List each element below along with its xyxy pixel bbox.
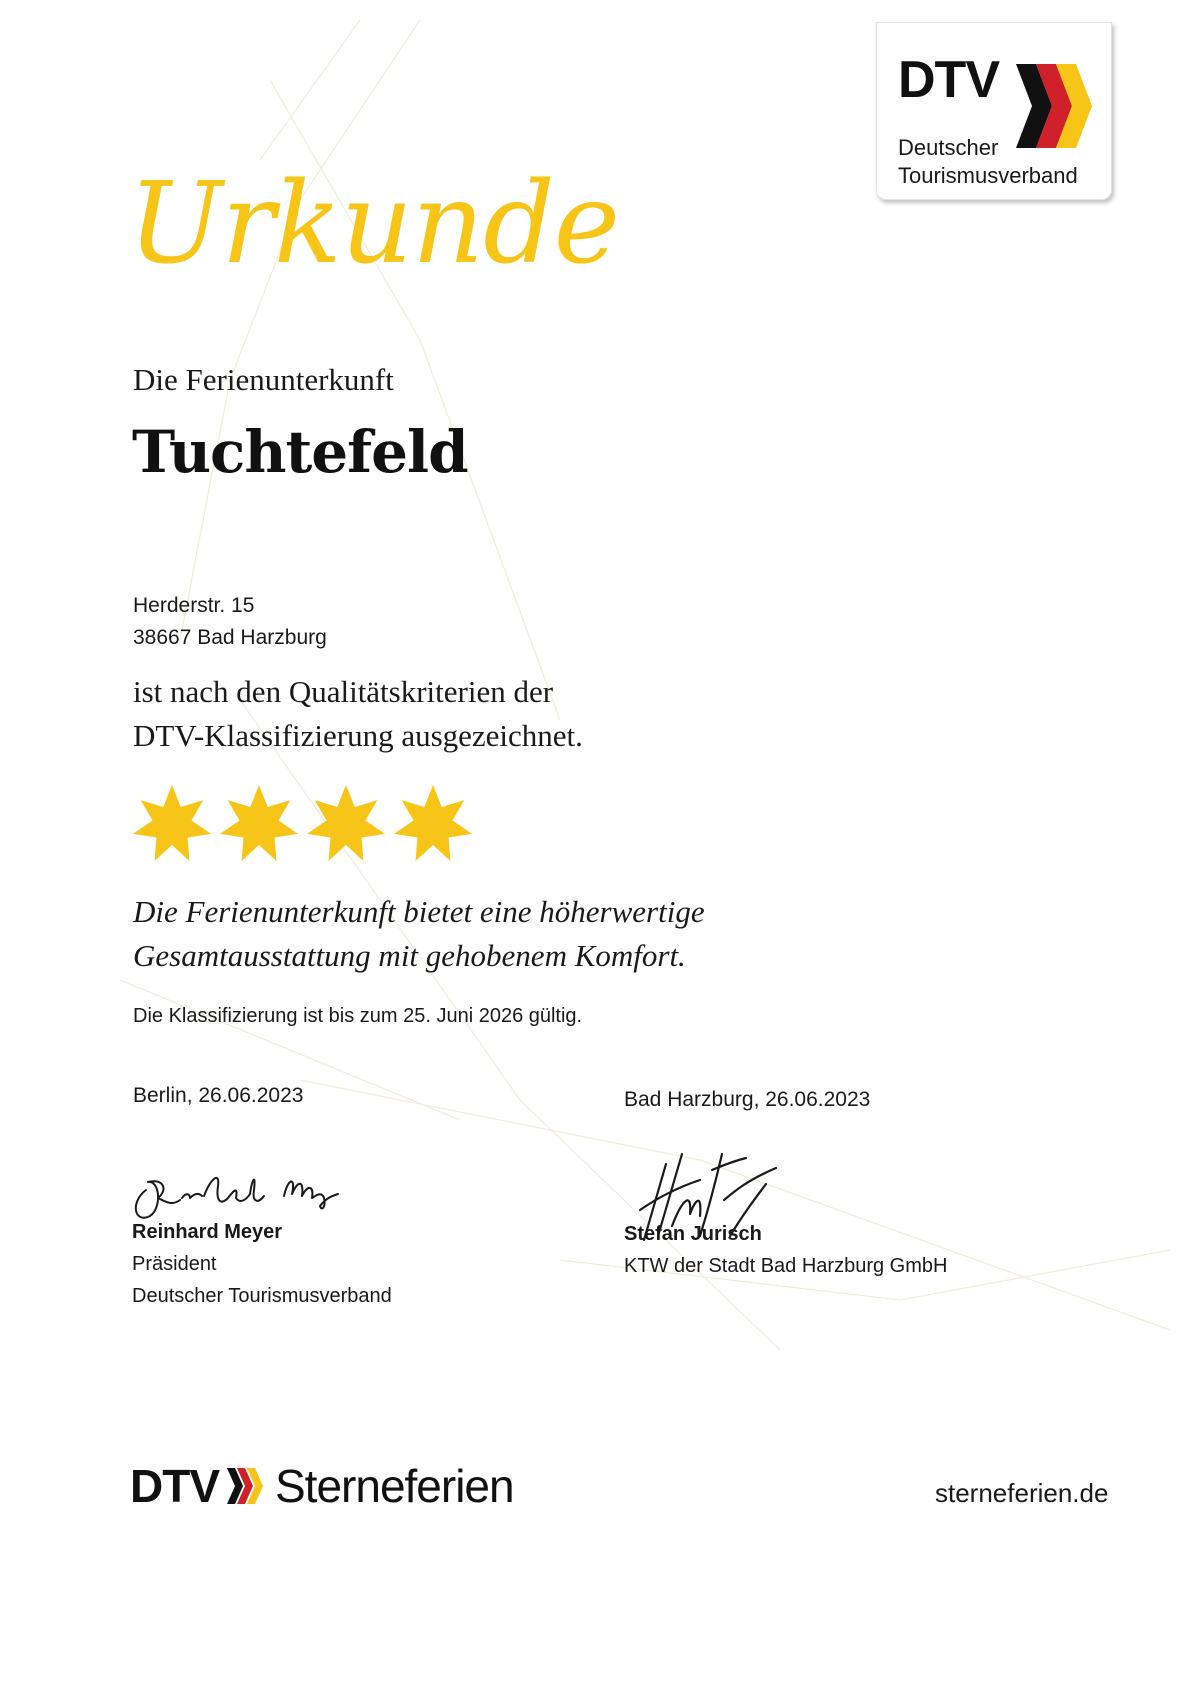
dtv-logo: [876, 22, 1112, 200]
classification-statement: [133, 670, 583, 758]
logo-subtitle-line1: Deutscher: [898, 135, 999, 160]
signer-right: [624, 1218, 947, 1282]
logo-subtitle: [898, 134, 1078, 190]
star-2: [220, 785, 298, 861]
footer-brand-name: Sterneferien: [275, 1460, 514, 1512]
star-rating-graphic: [130, 782, 490, 868]
footer-brand-logo: [130, 1456, 514, 1516]
statement-line1: ist nach den Qualitätskriterien der: [133, 674, 554, 709]
footer-brand-dtv: DTV: [130, 1460, 219, 1512]
signer-left-organization: Deutscher Tourismusverband: [132, 1285, 392, 1307]
signer-left-name: Reinhard Meyer: [132, 1221, 283, 1243]
star-4: [394, 785, 472, 861]
signer-right-name: Stefan Jurisch: [624, 1223, 762, 1245]
address-city: 38667 Bad Harzburg: [133, 626, 327, 649]
place-date-left: Berlin, 26.06.2023: [133, 1084, 304, 1107]
property-name: Tuchtefeld: [132, 418, 468, 486]
footer-chevrons-icon: [225, 1466, 269, 1506]
signer-left: [132, 1216, 392, 1312]
star-rating: [130, 782, 490, 868]
footer-url: sterneferien.de: [935, 1478, 1109, 1508]
property-address: [133, 590, 327, 654]
logo-subtitle-line2: Tourismusverband: [898, 163, 1078, 188]
signer-left-role: Präsident: [132, 1253, 217, 1275]
signer-right-organization: KTW der Stadt Bad Harzburg GmbH: [624, 1255, 948, 1277]
star-1: [133, 785, 211, 861]
intro-text: Die Ferienunterkunft: [133, 362, 394, 397]
feature-line2: Gesamtausstattung mit gehobenem Komfort.: [133, 938, 686, 973]
validity-text: Die Klassifizierung ist bis zum 25. Juni 2026 gültig.: [133, 1005, 583, 1027]
address-street: Herderstr. 15: [133, 594, 255, 617]
statement-line2: DTV-Klassifizierung ausgezeichnet.: [133, 718, 583, 753]
place-date-right: Bad Harzburg, 26.06.2023: [624, 1088, 871, 1111]
logo-brand-text: DTV: [898, 51, 999, 109]
certificate-title: Urkunde: [128, 159, 620, 289]
feature-line1: Die Ferienunterkunft bietet eine höherwertige: [133, 894, 705, 929]
star-3: [307, 785, 385, 861]
feature-description: [133, 890, 705, 978]
